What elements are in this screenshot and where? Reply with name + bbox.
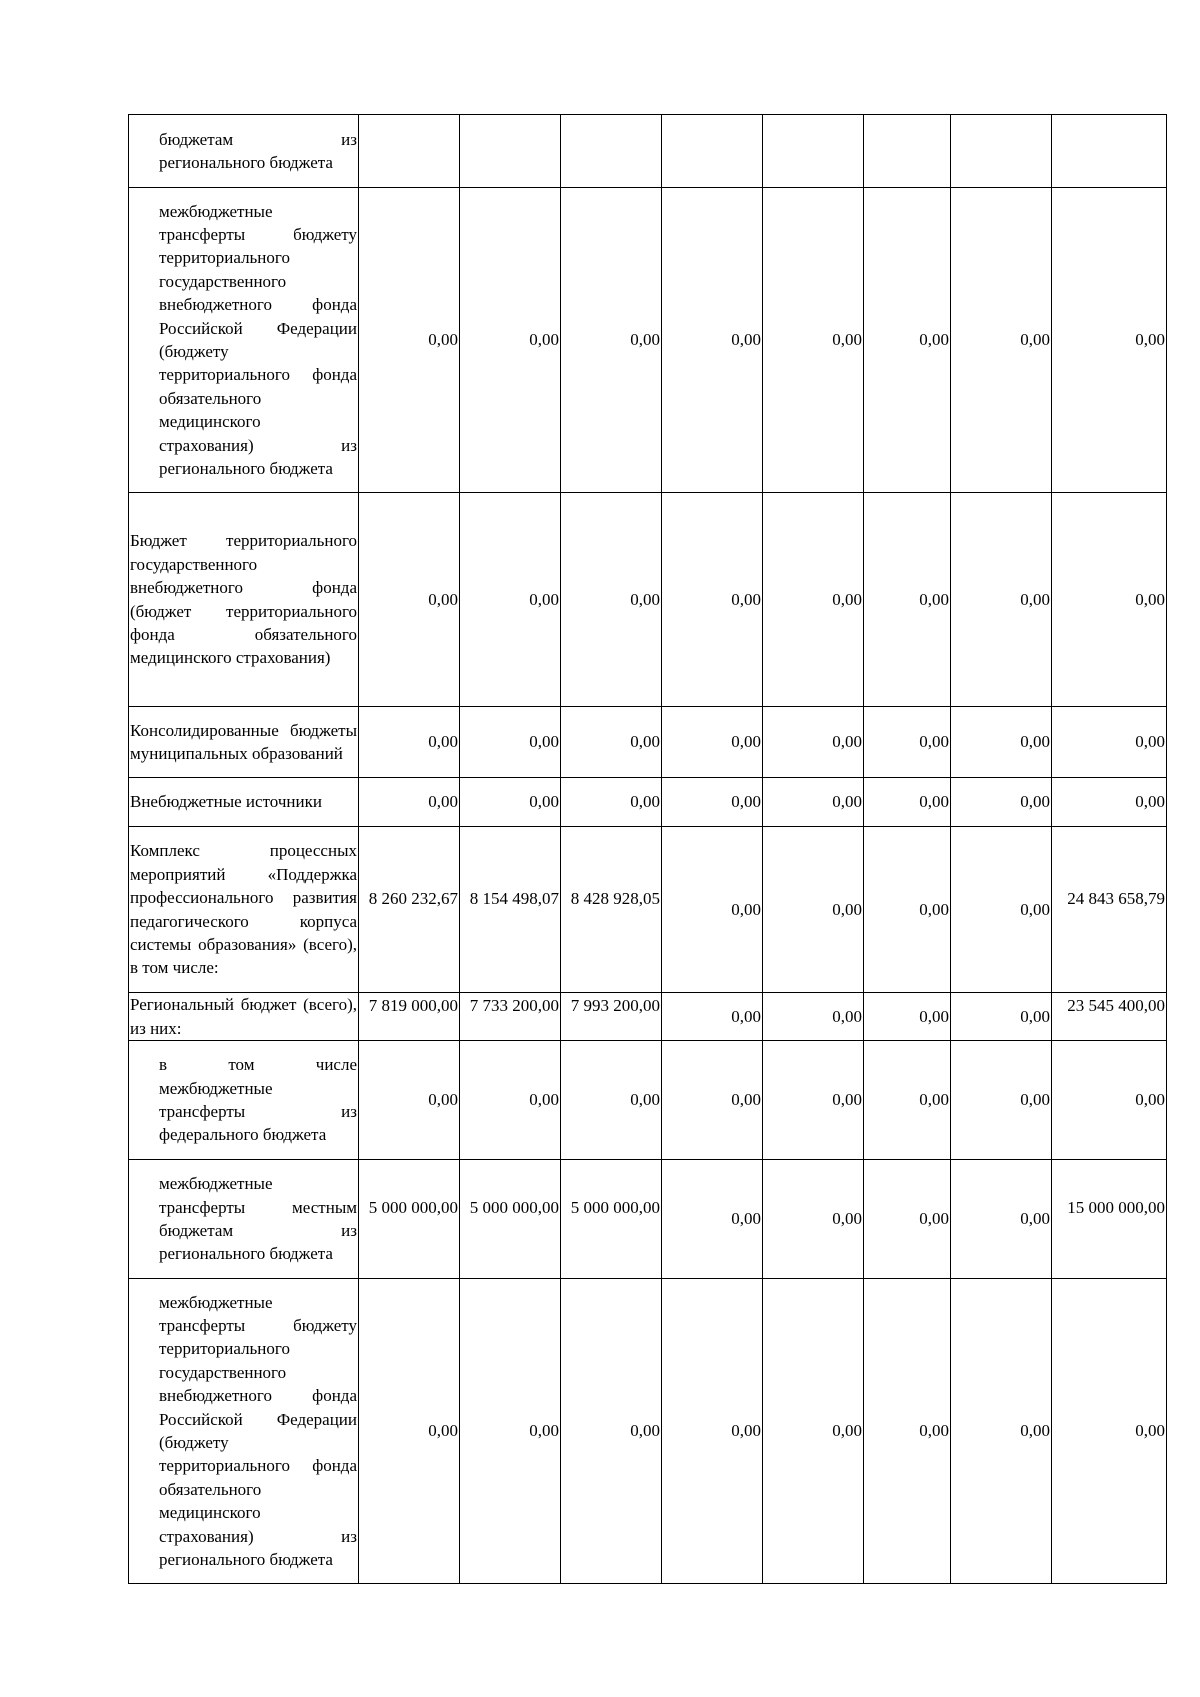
cell-value: 0,00 <box>1135 1421 1165 1441</box>
cell-value: 0,00 <box>832 589 862 609</box>
cell-value: 0,00 <box>630 589 660 609</box>
cell-value: 0,00 <box>1020 1006 1050 1026</box>
cell-value: 0,00 <box>832 1209 862 1229</box>
cell-value: 0,00 <box>919 1209 949 1229</box>
value-cell <box>460 827 561 993</box>
cell-value: 0,00 <box>1020 330 1050 350</box>
cell-value: 0,00 <box>1020 792 1050 812</box>
value-cell <box>359 827 460 993</box>
row-label: в том числе межбюджетные трансферты из федерального бюджета <box>129 1041 359 1160</box>
cell-value: 0,00 <box>428 589 458 609</box>
cell-value: 0,00 <box>1135 330 1165 350</box>
cell-value: 0,00 <box>1020 1090 1050 1110</box>
cell-value: 0,00 <box>731 792 761 812</box>
cell-value: 5 000 000,00 <box>570 1198 660 1217</box>
value-cell <box>460 1160 561 1279</box>
cell-value: 0,00 <box>731 732 761 752</box>
table-row <box>129 493 1167 707</box>
cell-value: 0,00 <box>529 792 559 812</box>
value-cell <box>864 1160 951 1279</box>
value-cell <box>1052 827 1167 993</box>
row-label: межбюджетные трансферты бюджету территориального государственного внебюджетного фонда Российской Федерации (бюджету территориального фонда обязательного медицинского страхования) из регионального бюджета <box>129 188 359 493</box>
cell-value: 0,00 <box>919 732 949 752</box>
cell-value: 0,00 <box>731 1090 761 1110</box>
cell-value: 0,00 <box>1020 1209 1050 1229</box>
cell-value: 0,00 <box>832 1090 862 1110</box>
value-cell <box>951 1041 1052 1160</box>
cell-value: 8 260 232,67 <box>368 888 458 908</box>
value-cell <box>864 778 951 827</box>
cell-value: 0,00 <box>630 792 660 812</box>
value-cell <box>1052 1279 1167 1584</box>
value-cell <box>1052 115 1167 188</box>
cell-value: 23 545 400,00 <box>1067 995 1165 1015</box>
value-cell <box>763 827 864 993</box>
cell-value: 0,00 <box>630 732 660 752</box>
value-cell <box>662 778 763 827</box>
table-row <box>129 1041 1167 1160</box>
cell-value: 0,00 <box>832 899 862 919</box>
row-label: Бюджет территориального государственного внебюджетного фонда (бюджет территориального фонда обязательного медицинского страхования) <box>129 493 359 707</box>
value-cell <box>951 993 1052 1041</box>
value-cell <box>763 115 864 188</box>
value-cell <box>359 1279 460 1584</box>
cell-value: 0,00 <box>1135 589 1165 609</box>
value-cell <box>460 993 561 1041</box>
value-cell <box>763 993 864 1041</box>
cell-value: 0,00 <box>1135 792 1165 812</box>
value-cell <box>662 993 763 1041</box>
value-cell <box>951 778 1052 827</box>
value-cell <box>460 1041 561 1160</box>
cell-value: 0,00 <box>731 330 761 350</box>
value-cell <box>864 115 951 188</box>
value-cell <box>561 1041 662 1160</box>
cell-value: 0,00 <box>832 1421 862 1441</box>
value-cell <box>864 993 951 1041</box>
value-cell <box>763 707 864 778</box>
value-cell <box>460 188 561 493</box>
cell-value: 0,00 <box>1135 1090 1165 1110</box>
cell-value: 7 733 200,00 <box>469 995 559 1015</box>
cell-value: 0,00 <box>832 792 862 812</box>
row-label: межбюджетные трансферты бюджету территориального государственного внебюджетного фонда Российской Федерации (бюджету территориального фонда обязательного медицинского страхования) из регионального бюджета <box>129 1279 359 1584</box>
value-cell <box>951 707 1052 778</box>
value-cell <box>460 778 561 827</box>
value-cell <box>460 1279 561 1584</box>
value-cell <box>864 1279 951 1584</box>
value-cell <box>1052 1041 1167 1160</box>
value-cell <box>460 707 561 778</box>
value-cell <box>359 1160 460 1279</box>
cell-value: 0,00 <box>630 1421 660 1441</box>
value-cell <box>763 778 864 827</box>
value-cell <box>662 1279 763 1584</box>
value-cell <box>864 493 951 707</box>
table-row <box>129 827 1167 993</box>
value-cell <box>951 493 1052 707</box>
cell-value: 0,00 <box>1020 589 1050 609</box>
value-cell <box>561 778 662 827</box>
value-cell <box>763 1160 864 1279</box>
table-row <box>129 115 1167 188</box>
cell-value: 0,00 <box>630 330 660 350</box>
value-cell <box>561 493 662 707</box>
table-row <box>129 188 1167 493</box>
value-cell <box>359 1041 460 1160</box>
value-cell <box>1052 993 1167 1041</box>
cell-value: 0,00 <box>832 1006 862 1026</box>
cell-value: 0,00 <box>731 1006 761 1026</box>
cell-value: 0,00 <box>919 1006 949 1026</box>
row-label: Комплекс процессных мероприятий «Поддержка профессионального развития педагогического корпуса системы образования» (всего), в том числе: <box>129 827 359 993</box>
cell-value: 0,00 <box>529 589 559 609</box>
value-cell <box>359 707 460 778</box>
table-body <box>129 115 1167 1584</box>
cell-value: 0,00 <box>731 899 761 919</box>
value-cell <box>359 993 460 1041</box>
value-cell <box>561 115 662 188</box>
cell-value: 24 843 658,79 <box>1067 888 1165 908</box>
value-cell <box>359 778 460 827</box>
value-cell <box>662 188 763 493</box>
cell-value: 7 993 200,00 <box>570 995 660 1015</box>
value-cell <box>864 707 951 778</box>
table-row <box>129 778 1167 827</box>
value-cell <box>951 827 1052 993</box>
value-cell <box>1052 188 1167 493</box>
cell-value: 0,00 <box>731 1209 761 1229</box>
value-cell <box>561 993 662 1041</box>
cell-value: 0,00 <box>428 1090 458 1110</box>
value-cell <box>1052 1160 1167 1279</box>
row-label: Внебюджетные источники <box>129 778 359 827</box>
cell-value: 5 000 000,00 <box>368 1198 458 1217</box>
value-cell <box>561 1160 662 1279</box>
cell-value: 7 819 000,00 <box>368 995 458 1015</box>
value-cell <box>763 188 864 493</box>
cell-value: 0,00 <box>919 899 949 919</box>
value-cell <box>951 188 1052 493</box>
value-cell <box>561 827 662 993</box>
cell-value: 0,00 <box>832 732 862 752</box>
cell-value: 0,00 <box>529 1421 559 1441</box>
value-cell <box>763 1041 864 1160</box>
value-cell <box>662 1041 763 1160</box>
value-cell <box>662 115 763 188</box>
value-cell <box>1052 707 1167 778</box>
cell-value: 8 154 498,07 <box>469 888 559 908</box>
cell-value: 0,00 <box>1020 1421 1050 1441</box>
cell-value: 0,00 <box>630 1090 660 1110</box>
cell-value: 0,00 <box>919 1090 949 1110</box>
value-cell <box>662 493 763 707</box>
cell-value: 0,00 <box>919 330 949 350</box>
cell-value: 0,00 <box>428 792 458 812</box>
cell-value: 0,00 <box>428 1421 458 1441</box>
value-cell <box>1052 493 1167 707</box>
cell-value: 0,00 <box>529 1090 559 1110</box>
value-cell <box>864 188 951 493</box>
value-cell <box>662 827 763 993</box>
cell-value: 0,00 <box>529 732 559 752</box>
cell-value: 0,00 <box>919 1421 949 1441</box>
value-cell <box>1052 778 1167 827</box>
table-row <box>129 1160 1167 1279</box>
cell-value: 0,00 <box>731 1421 761 1441</box>
table-row <box>129 707 1167 778</box>
cell-value: 0,00 <box>428 330 458 350</box>
cell-value: 0,00 <box>1135 732 1165 752</box>
value-cell <box>951 115 1052 188</box>
table-row <box>129 1279 1167 1584</box>
table-row <box>129 993 1167 1041</box>
value-cell <box>561 707 662 778</box>
cell-value: 0,00 <box>832 330 862 350</box>
value-cell <box>561 1279 662 1584</box>
value-cell <box>951 1160 1052 1279</box>
cell-value: 0,00 <box>919 792 949 812</box>
budget-table <box>128 114 1167 1584</box>
value-cell <box>460 115 561 188</box>
cell-value: 8 428 928,05 <box>570 888 660 908</box>
cell-value: 0,00 <box>529 330 559 350</box>
row-label: бюджетам из регионального бюджета <box>129 115 359 188</box>
cell-value: 15 000 000,00 <box>1067 1198 1165 1217</box>
cell-value: 5 000 000,00 <box>469 1198 559 1217</box>
row-label: Региональный бюджет (всего), из них: <box>129 993 359 1041</box>
value-cell <box>359 493 460 707</box>
cell-value: 0,00 <box>1020 899 1050 919</box>
row-label: Консолидированные бюджеты муниципальных образований <box>129 707 359 778</box>
cell-value: 0,00 <box>731 589 761 609</box>
value-cell <box>359 188 460 493</box>
value-cell <box>951 1279 1052 1584</box>
value-cell <box>359 115 460 188</box>
cell-value: 0,00 <box>1020 732 1050 752</box>
value-cell <box>864 827 951 993</box>
value-cell <box>460 493 561 707</box>
value-cell <box>662 1160 763 1279</box>
value-cell <box>662 707 763 778</box>
cell-value: 0,00 <box>919 589 949 609</box>
cell-value: 0,00 <box>428 732 458 752</box>
value-cell <box>763 1279 864 1584</box>
value-cell <box>561 188 662 493</box>
row-label: межбюджетные трансферты местным бюджетам из регионального бюджета <box>129 1160 359 1279</box>
value-cell <box>763 493 864 707</box>
value-cell <box>864 1041 951 1160</box>
